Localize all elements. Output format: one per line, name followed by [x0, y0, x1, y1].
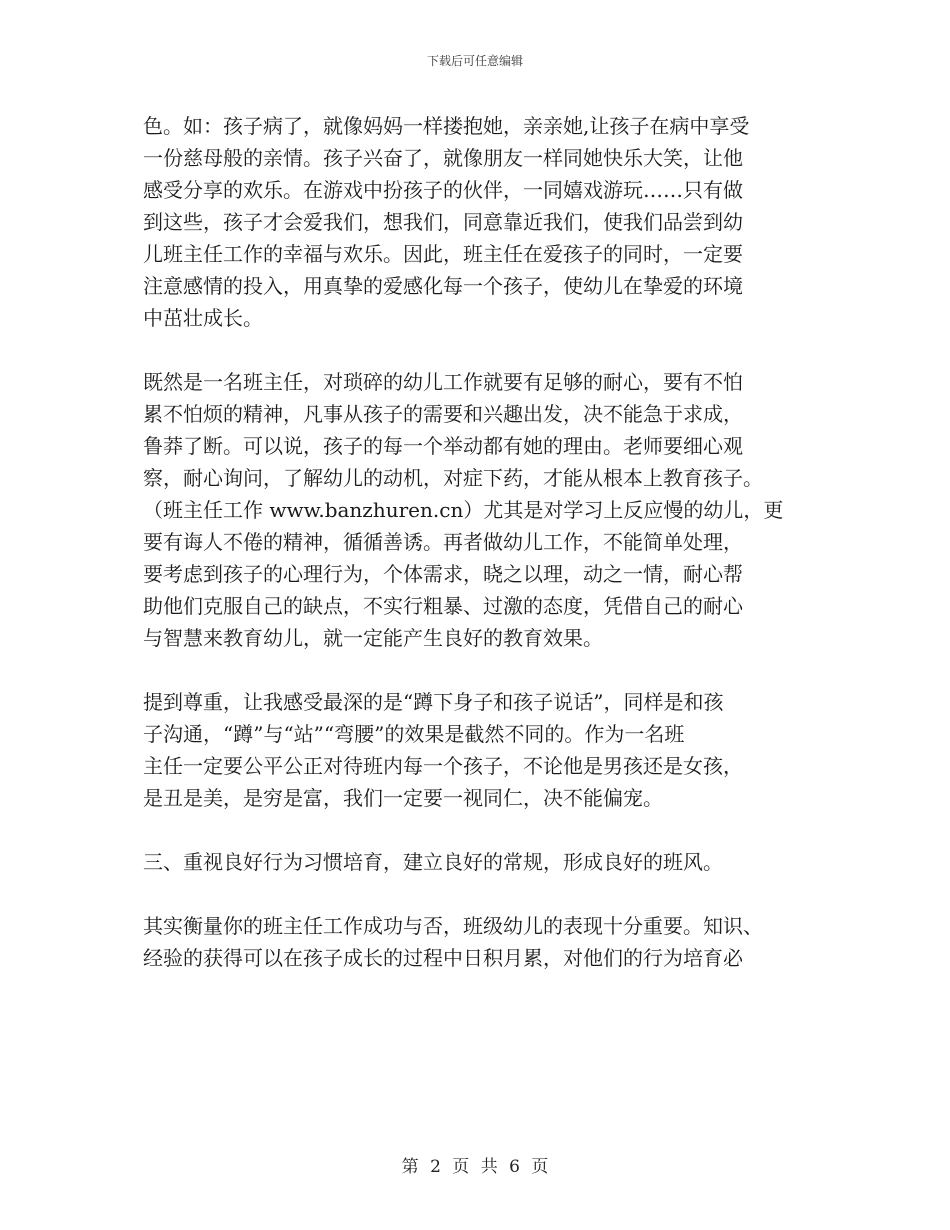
section-heading	[143, 846, 813, 878]
text-line: 一份慈母般的亲情。孩子兴奋了，就像朋友一样同她快乐大笑，让他	[143, 146, 743, 170]
paragraph-2	[143, 366, 813, 654]
text-line: 色。如：孩子病了，就像妈妈一样搂抱她，亲亲她,让孩子在病中享受	[143, 114, 750, 138]
text-line: 助他们克服自己的缺点，不实行粗暴、过激的态度，凭借自己的耐心	[143, 594, 743, 618]
text-line: 感受分享的欢乐。在游戏中扮孩子的伙伴，一同嬉戏游玩……只有做	[143, 178, 743, 202]
text-line: 要考虑到孩子的心理行为，个体需求，晓之以理，动之一情，耐心帮	[143, 562, 743, 586]
paragraph-1	[143, 110, 813, 334]
text-line: （班主任工作 www.banzhuren.cn）尤其是对学习上反应慢的幼儿，更	[143, 498, 784, 522]
text-line: 三、重视良好行为习惯培育，建立良好的常规，形成良好的班风。	[143, 850, 723, 874]
text-line: 经验的获得可以在孩子成长的过程中日积月累，对他们的行为培育必	[143, 946, 743, 970]
document-body	[143, 110, 813, 1006]
text-line: 到这些，孩子才会爱我们，想我们，同意靠近我们，使我们品尝到幼	[143, 210, 743, 234]
paragraph-3	[143, 686, 813, 814]
paragraph-5	[143, 910, 813, 974]
text-line: 累不怕烦的精神，凡事从孩子的需要和兴趣出发，决不能急于求成，	[143, 402, 743, 426]
text-line: 子沟通，“蹲”与“站”“弯腰”的效果是截然不同的。作为一名班	[143, 722, 685, 746]
text-line: 既然是一名班主任，对琐碎的幼儿工作就要有足够的耐心，要有不怕	[143, 370, 743, 394]
page-footer: 第 2 页 共 6 页	[401, 1157, 549, 1177]
text-line: 提到尊重，让我感受最深的是“蹲下身子和孩子说话”，同样是和孩	[143, 690, 724, 714]
text-line: 儿班主任工作的幸福与欢乐。因此，班主任在爱孩子的同时，一定要	[143, 242, 743, 266]
text-line: 注意感情的投入，用真挚的爱感化每一个孩子，使幼儿在挚爱的环境	[143, 274, 743, 298]
text-line: 要有诲人不倦的精神，循循善诱。再者做幼儿工作，不能简单处理，	[143, 530, 743, 554]
text-line: 其实衡量你的班主任工作成功与否，班级幼儿的表现十分重要。知识、	[143, 914, 763, 938]
text-line: 中茁壮成长。	[143, 306, 263, 330]
text-line: 是丑是美，是穷是富，我们一定要一视同仁，决不能偏宠。	[143, 786, 663, 810]
text-line: 主任一定要公平公正对待班内每一个孩子，不论他是男孩还是女孩，	[143, 754, 743, 778]
text-line: 察，耐心询问，了解幼儿的动机，对症下药，才能从根本上教育孩子。	[143, 466, 763, 490]
text-line: 鲁莽了断。可以说，孩子的每一个举动都有她的理由。老师要细心观	[143, 434, 743, 458]
page-header: 下载后可任意编辑	[426, 54, 523, 68]
text-line: 与智慧来教育幼儿，就一定能产生良好的教育效果。	[143, 626, 603, 650]
